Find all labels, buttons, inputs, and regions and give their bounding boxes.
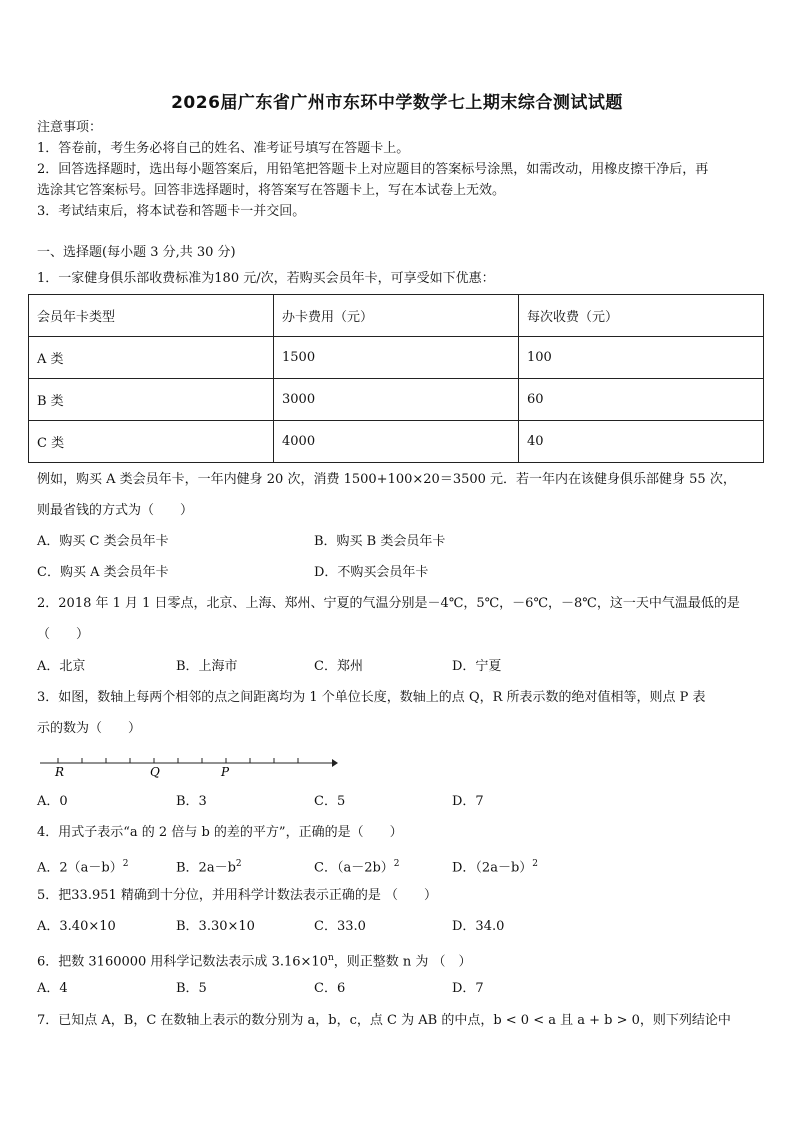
question-1-ask: 则最省钱的方式为（ ） [37,503,194,518]
option-b[interactable]: B．上海市 [176,659,238,674]
tick-marks [58,758,298,763]
exponent: 2 [532,859,539,869]
table-header-cell: 每次收费（元） [519,295,764,337]
option-c[interactable]: C．购买 A 类会员年卡 [37,565,169,580]
point-label-q: Q [150,765,160,779]
option-c[interactable]: C．5 [314,794,346,809]
table-row [29,379,764,421]
question-4-stem: 4．用式子表示“a 的 2 倍与 b 的差的平方”，正确的是（ ） [37,825,403,840]
option-a[interactable] [37,855,128,877]
exponent: 2 [235,859,242,869]
table-cell: B 类 [29,379,274,421]
option-c[interactable]: C．郑州 [314,659,363,674]
arrow-head-icon [332,759,338,767]
notice-item: 选涂其它答案标号。回答非选择题时，将答案写在答题卡上，写在本试卷上无效。 [37,183,506,198]
exponent: n [327,953,334,963]
table-cell: 4000 [274,421,519,463]
option-d[interactable]: D．7 [452,794,484,809]
table-cell: 3000 [274,379,519,421]
option-b[interactable]: B．3 [176,794,207,809]
option-d[interactable]: D．不购买会员年卡 [314,565,429,580]
stem-text: ，则正整数 n 为 （ ） [333,954,472,970]
notice-item: 2．回答选择题时，选出每小题答案后，用铅笔把答题卡上对应题目的答案标号涂黑，如需改动，用橡皮擦干净后，再 [37,162,709,177]
section-heading: 一、选择题(每小题 3 分,共 30 分) [37,245,236,260]
option-d[interactable] [452,855,538,877]
question-5-stem: 5．把33.951 精确到十分位，并用科学计数法表示正确的是 （ ） [37,888,438,903]
notice-item: 3．考试结束后，将本试卷和答题卡一并交回。 [37,204,306,219]
number-line-figure [38,748,340,782]
option-text: A．2（a－b） [37,860,123,876]
option-a[interactable]: A．0 [37,794,68,809]
exponent: 2 [393,859,400,869]
option-b[interactable]: B．购买 B 类会员年卡 [314,534,446,549]
table-cell: A 类 [29,337,274,379]
question-2-stem: 2．2018 年 1 月 1 日零点，北京、上海、郑州、宁夏的气温分别是－4℃，5℃，－6℃，－8℃，这一天中气温最低的是 [37,596,740,611]
question-1-stem: 1．一家健身俱乐部收费标准为180 元/次，若购买会员年卡，可享受如下优惠： [37,271,495,286]
option-d[interactable]: D．34.0 [452,919,505,934]
fee-table [28,294,764,463]
option-a[interactable]: A．3.40×10 [37,919,116,934]
question-2-stem-cont: （ ） [37,627,90,642]
table-header-row [29,295,764,337]
table-cell: 100 [519,337,764,379]
option-b[interactable]: B．5 [176,981,207,996]
option-a[interactable]: A．北京 [37,659,86,674]
option-text: D．（2a－b） [452,860,533,876]
table-cell: 1500 [274,337,519,379]
question-6-stem [37,949,472,971]
table-header-cell: 办卡费用（元） [274,295,519,337]
point-label-r: R [55,765,65,779]
question-3-stem: 3．如图，数轴上每两个相邻的点之间距离均为 1 个单位长度，数轴上的点 Q，R 所表示数的绝对值相等，则点 P 表 [37,690,706,705]
option-a[interactable]: A．4 [37,981,68,996]
question-3-stem-cont: 示的数为（ ） [37,721,142,736]
table-cell: C 类 [29,421,274,463]
option-a[interactable]: A．购买 C 类会员年卡 [37,534,169,549]
stem-text: 6．把数 3160000 用科学记数法表示成 3.16×10 [37,954,328,970]
option-c[interactable]: C．33.0 [314,919,366,934]
option-c[interactable] [314,855,400,877]
exponent: 2 [122,859,129,869]
table-header-cell: 会员年卡类型 [29,295,274,337]
question-7-stem: 7．已知点 A，B，C 在数轴上表示的数分别为 a，b，c，点 C 为 AB 的中点，b < 0 < a 且 a + b > 0，则下列结论中 [37,1013,731,1028]
option-b[interactable]: B．3.30×10 [176,919,255,934]
option-d[interactable]: D．7 [452,981,484,996]
option-c[interactable]: C．6 [314,981,346,996]
exam-title: 2026届广东省广州市东环中学数学七上期末综合测试试题 [171,93,623,113]
table-row [29,337,764,379]
option-b[interactable] [176,855,242,877]
point-label-p: P [221,765,230,779]
notice-item: 1．答卷前，考生务必将自己的姓名、准考证号填写在答题卡上。 [37,141,410,156]
table-cell: 40 [519,421,764,463]
question-1-example: 例如，购买 A 类会员年卡，一年内健身 20 次，消费 1500+100×20＝3500 元．若一年内在该健身俱乐部健身 55 次， [37,472,736,487]
option-text: B．2a－b [176,860,236,876]
notice-heading: 注意事项： [37,120,103,135]
option-d[interactable]: D．宁夏 [452,659,502,674]
table-cell: 60 [519,379,764,421]
table-row [29,421,764,463]
option-text: C．（a－2b） [314,860,394,876]
